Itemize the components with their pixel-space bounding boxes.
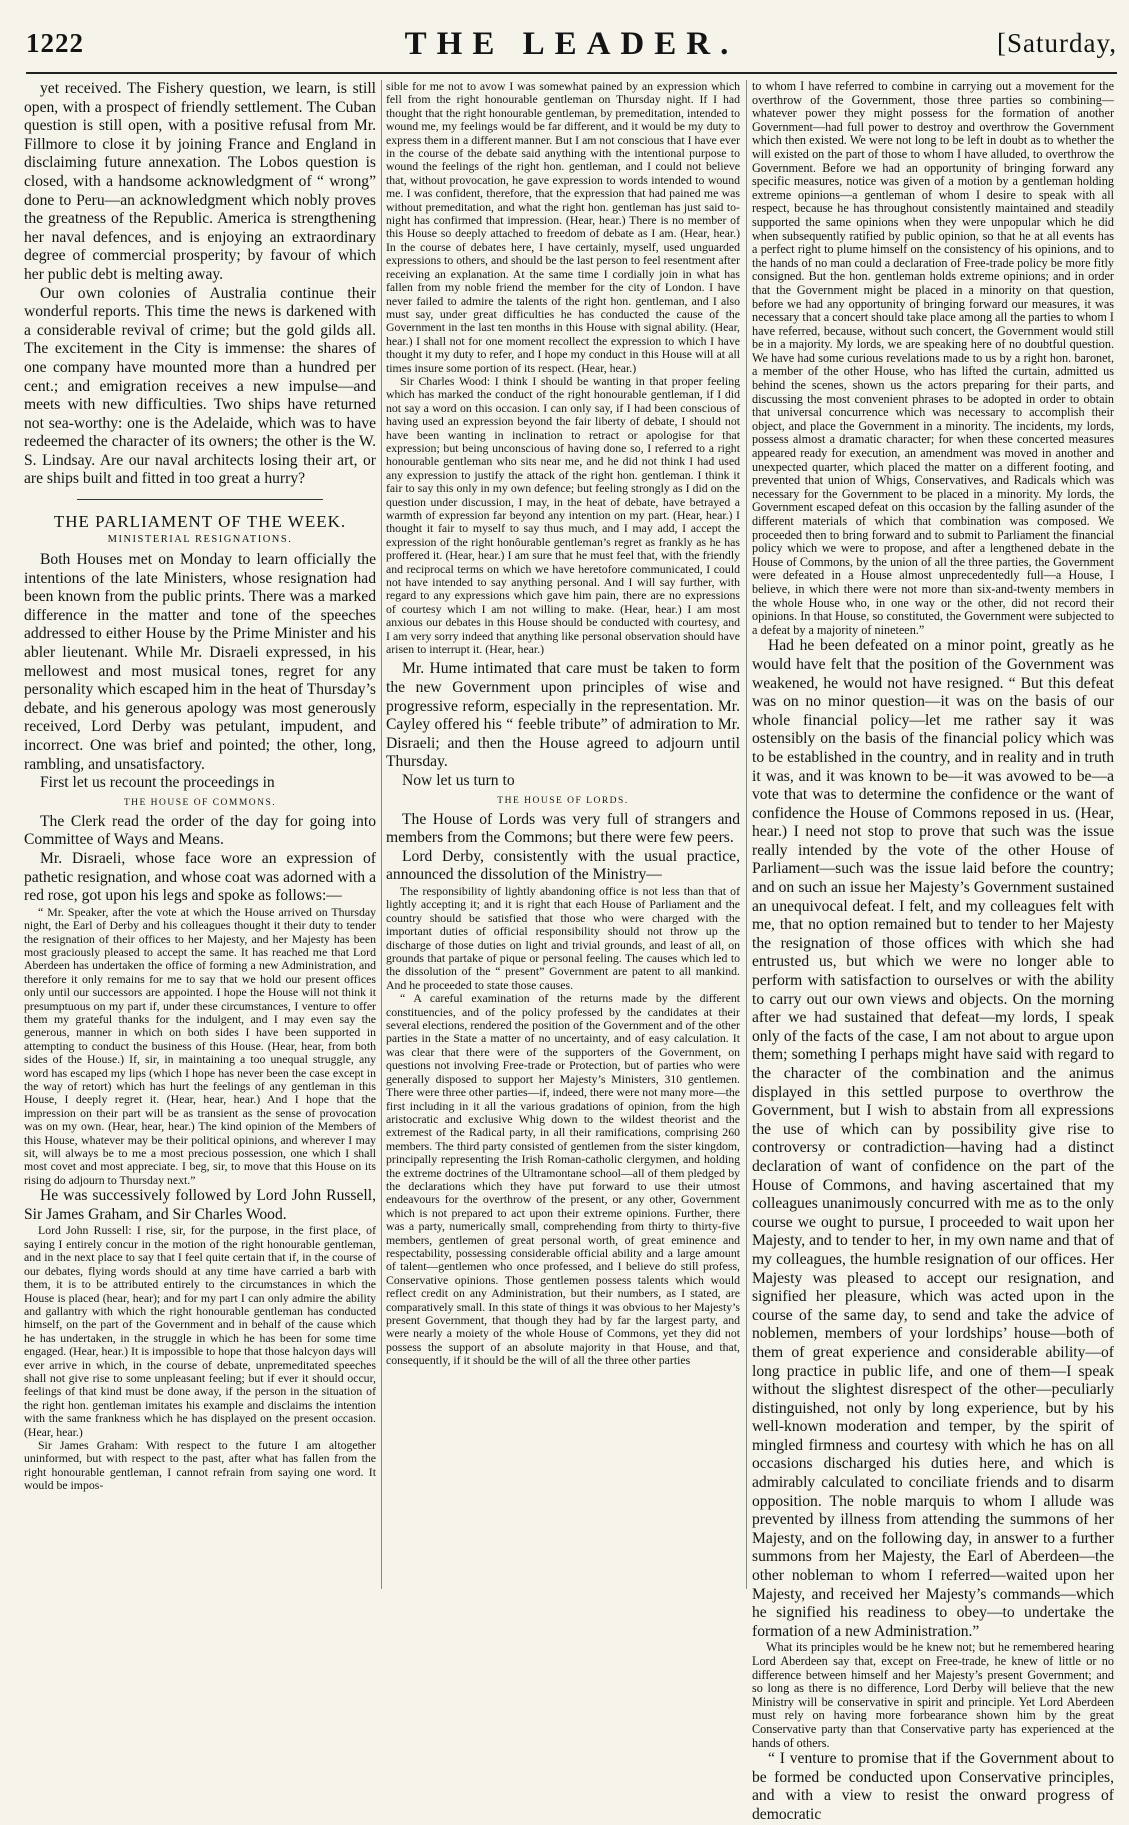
speech-paragraph: Lord John Russell: I rise, sir, for the purpose, in the first place, of saying I entirely concur in the motion of the right honourable gentleman, and in the next place to say that I feel quite certain that if, in the course of our debates, flying words should at any time have carried a barb with them, it is to be attributed entirely to the circumstances in which the House is placed (hear, hear); and for my part I can only admire the ability and gallantry with which the right honourable gentleman has conducted himself, on the part of the Government and in behalf of the cause which he has undertaken, in the struggle in which he has been for some time engaged. (Hear, hear.) It is impossible to hope that those halcyon days will ever arrive in which, in the course of debate, unpremeditated speeches shall not give rise to some unpleasant feeling; but if ever it should occur, feelings of that kind must be done away, if the person in the situation of the right hon. gentleman imitates his example and disclaims the intention with the same frankness which he has displayed on the present occasion. (Hear, hear.): [24, 1223, 376, 1439]
paragraph: Both Houses met on Monday to learn officially the intentions of the late Ministers, whose resignation had been known from the public prints. There was a marked difference in the matter and tone of the speeches addressed to either House by the Prime Minister and his abler lieutenant. While Mr. Disraeli expressed, in his mellowest and most musical tones, regret for any personality which escaped him in the heat of Thursday’s debate, and his generous apology was most generously received, Lord Derby was petulant, impudent, and incorrect. One was brief and pointed; the other, long, rambling, and unsatisfactory.: [24, 551, 376, 773]
paragraph: Lord Derby, consistently with the usual practice, announced the dissolution of the Ministry—: [386, 847, 740, 884]
column-1: [24, 80, 376, 1591]
paragraph: Now let us turn to: [402, 772, 515, 790]
speech-quote: “ A careful examination of the returns made by the different constituencies, and of the policy professed by the candidates at their several elections, rendered the position of the Government and of the other parties in the State a matter of no uncertainty, and of easy calculation. It was clear that there were of the supporters of the Government, on questions not involving Free-trade or Protection, but of parties who were generally disposed to support her Majesty’s Ministers, 310 gentlemen. There were three other parties—if, indeed, there were not many more—the first including in it all the various gradations of opinion, from the high aristocratic and exclusive Whig down to the wildest theorist and the extremest of the Radical party, in all their ramifications, comprising 260 members. The third party consisted of gentlemen from the sister kingdom, principally representing the Irish Roman-catholic clergymen, and holding the extreme doctrines of the Ultramontane school—all of them pledged by the declarations which they have put forward to use their utmost endeavours for the overthrow of the present, or any other, Government which is not prepared to act upon their extreme opinions. Further, there was a party, numerically small, comprehending from thirty to thirty-five members, gentlemen of great personal worth, of great eminence and respectability, possessing considerable official ability and a large amount of talent—gentlemen who once professed, and I believe do still profess, Conservative opinions. Those gentlemen possess talents which would reflect credit on any Administration, but their numbers, as I stated, are comparatively small. In this state of things it was obvious to her Majesty’s present Government, that though they had by far the largest party, and were nearly a moiety of the whole House of Commons, yet they did not possess the support of an absolute majority in that House, and that, consequently, if it should be the will of all the three other parties: [386, 991, 740, 1368]
column-divider: [746, 80, 747, 1589]
paragraph: Had he been defeated on a minor point, greatly as he would have felt that the position of the Government was weakened, he would not have resigned. “ But this defeat was on no minor question—it was on the basis of our whole financial policy—let me rather say it was ostensibly on the basis of the financial policy which was to be established in the country, and in reality and in truth it was, and it was known to be—it was avowed to be—a vote that was to determine the confidence or the want of confidence the House of Commons reposed in us. (Hear, hear.) I need not stop to prove that such was the issue really intended by the vote of the other House of Parliament—such was the issue laid before the country; and on such an issue her Majesty’s Government sustained an unequivocal defeat. I felt, and my colleagues felt with me, that no option remained but to tender to her Majesty the resignation of those offices with which she had entrusted us, but which we were no longer able to perform with satisfaction to ourselves or with the ability to carry out our own views and objects. On the morning after we had sustained that defeat—my lords, I speak only of the facts of the case, I am not about to argue upon them; something I perhaps might have said with regard to the character of the combination and the animus displayed in this settled purpose to overthrow the Government, but I wish to abstain from all expressions the use of which can by possibility give rise to controversy or contradiction—having had a distinct declaration of want of confidence on the part of the House of Commons, and having ascertained that my colleagues unanimously concurred with me as to the only course we ought to pursue, I proceeded to wait upon her Majesty, and to tender to her, in my own name and that of my colleagues, the humble resignation of our offices. Her Majesty was pleased to accept our resignation, and signified her pleasure, which was acted upon in the course of the same day, to send and take the advice of noblemen, members of your lordships’ house—both of them of great experience and considerable ability—of long practice in public life, and one of them—I speak without the slightest disrespect of the other—peculiarly distinguished, not only by long experience, but by his well-known moderation and temper, by the spirit of mingled firmness and courtesy with which he has on all occasions discharged his duties here, and which is admirably calculated to conciliate friends and to disarm opposition. The noble marquis to whom I allude was prevented by illness from attending the summons of her Majesty, and on the following day, in answer to a further summons from her Majesty, the Earl of Aberdeen—the other nobleman to whom I referred—waited upon her Majesty, and received her Majesty’s commands—which he signified his readiness to obey—to undertake the formation of a new Administration.”: [752, 637, 1114, 1640]
paragraph: Our own colonies of Australia continue their wonderful reports. This time the news is darkened with a considerable revival of crime; but the gold gilds all. The excitement in the City is immense: the shares of one company have mounted more than a hundred per cent.; and emigration receives a new impulse—and meets with new difficulties. Two ships have returned not sea-worthy: one is the Adelaide, which was to have redeemed the character of its owners; the other is the W. S. Lindsay. Are our naval architects losing their art, or are ships built and fitted in too great a hurry?: [24, 284, 376, 488]
speech-paragraph: What its principles would be he knew not; but he remembered hearing Lord Aberdeen say that, except on Free-trade, he knew of little or no difference between himself and her Majesty’s present Government; and so long as there is no difference, Lord Derby will believe that the new Ministry will be conservative in spirit and principle. Yet Lord Aberdeen must rely on having more forbearance shown him by the great Conservative party than that Conservative party has experienced at the hands of others.: [752, 1640, 1114, 1750]
issue-day: [Saturday,: [997, 28, 1117, 58]
column-3: [752, 79, 1114, 1823]
paragraph: “ I venture to promise that if the Government about to be formed be conducted upon Conservative principles, and with a view to resist the onward progress of democratic: [752, 1750, 1114, 1823]
speech-quote: “ Mr. Speaker, after the vote at which the House arrived on Thursday night, the Earl of Derby and his colleagues thought it their duty to tender the resignation of their offices to her Majesty, and her Majesty has been most graciously pleased to accept the same. It has reached me that Lord Aberdeen has undertaken the office of forming a new Administration, and therefore it only remains for me to say that we hold our present offices only until our successors are appointed. I hope the House will not think it presumptuous on my part if, under these circumstances, I venture to offer them my grateful thanks for the indulgent, and I may even say the generous, manner in which on both sides I have been supported in attempting to conduct the business of this House. (Hear, hear, from both sides of the House.) If, sir, in maintaining a too unequal struggle, any word has escaped my lips (which I hope has never been the case except in the way of retort) which has hurt the feelings of any gentleman in this House, I deeply regret it. (Hear, hear, hear.) And I hope that the impression on their part will be as transient as the sense of provocation was on my own. (Hear, hear, hear.) The kind opinion of the Members of this House, whatever may be their political opinions, and wherever I may sit, will always be to me a most precious possession, one which I shall most covet and most appreciate. I beg, sir, to move that this House on its rising do adjourn to Thursday next.”: [24, 904, 376, 1187]
paragraph: He was successively followed by Lord John Russell, Sir James Graham, and Sir Charles Wood.: [24, 1187, 376, 1223]
paragraph: The Clerk read the order of the day for going into Committee of Ways and Means.: [24, 812, 376, 849]
subheading-lords: THE HOUSE OF LORDS.: [497, 795, 629, 806]
paragraph: First let us recount the proceedings in: [40, 774, 275, 792]
speech-paragraph: The responsibility of lightly abandoning office is not less than that of lightly accepting it; and it is right that each House of Parliament and the country should be satisfied that those who were charged with the important duties of official responsibility should not throw up the discharge of those duties on light and trivial grounds, and least of all, on grounds that partake of pique or personal feeling. The causes which led to the dissolution of the “ present” Government are patent to all mankind. And he proceeded to state those causes.: [386, 884, 740, 992]
subheading-commons: THE HOUSE OF COMMONS.: [123, 797, 277, 808]
speech-paragraph: Sir James Graham: With respect to the future I am altogether uninformed, but with respect to the past, after what has fallen from the right honourable gentleman, I cannot refrain from saying one word. It would be impos-: [24, 1437, 376, 1493]
page-number: 1222: [26, 28, 84, 58]
paragraph: The House of Lords was very full of strangers and members from the Commons; but there were few peers.: [386, 810, 740, 847]
speech-paragraph: Sir Charles Wood: I think I should be wanting in that proper feeling which has marked the conduct of the right honourable gentleman, if I did not say a word on this occasion. I can only say, if I had been conscious of having used an expression beyond the fair liberty of debate, I should not have been wanting in inclination to retract or apologise for that expression; but being unconscious of having done so, I referred to a right honourable gentleman who sits near me, and he did not think I had used any expression to justify the attack of the right hon. gentleman. I think it fair to say this only in my own defence; but feeling strongly as I did on the question under discussion, I may, in the heat of debate, have betrayed a warmth of expression far beyond any intention on my part. (Hear, hear.) I thought it fair to myself to say thus much, and I may add, I accept the expression of the right honôurable gentleman’s regret as frankly as he has proffered it. (Hear, hear.) I am sure that he must feel that, with the friendly and reciprocal terms on which we have heretofore communicated, I could not have intended to say anything personal. And I will say further, with regard to any expressions which gave him pain, there are no expressions of courtesy which I am not willing to make. (Hear, hear.) I am most anxious our debates in this House should be conducted with courtesy, and I am very sorry indeed that anything like personal observation should have arisen to interrupt it. (Hear, hear.): [386, 373, 740, 657]
paragraph: yet received. The Fishery question, we learn, is still open, with a prospect of friendly settlement. The Cuban question is still open, with a positive refusal from Mr. Fillmore to close it by joining France and England in disclaiming future annexation. The Lobos question is closed, with a handsome acknowledgment of “ wrong” done to Peru—an acknowledgment which nobly proves the greatness of the Republic. America is strengthening her naval defences, and is enjoying an extraordinary degree of commercial prosperity; by favour of which her public debt is melting away.: [24, 80, 376, 283]
column-2: [386, 80, 740, 1591]
paragraph: Mr. Disraeli, whose face wore an expression of pathetic resignation, and whose coat was adorned with a red rose, got upon his legs and spoke as follows:—: [24, 849, 376, 905]
section-title: THE PARLIAMENT OF THE WEEK.: [53, 512, 347, 532]
masthead-rule: [26, 72, 1117, 74]
masthead: [26, 28, 1117, 72]
section-subtitle: MINISTERIAL RESIGNATIONS.: [107, 534, 293, 546]
speech-paragraph: sible for me not to avow I was somewhat pained by an expression which fell from the right honourable gentleman on Thursday night. If I had thought that the right honourable gentleman, by premeditation, intended to wound me, my feelings would be far different, and it would be my duty to express them in a different manner. But I am not conscious that I have ever in the course of the debate said anything with the intentional purpose to wound the feelings of the right hon. gentleman, and I could not believe that, without provocation, he gave expression to words intended to wound me. I was confident, therefore, that the expression that had pained me was without premeditation, and what the right hon. gentleman has just said to-night has confirmed that impression. (Hear, hear.) There is no member of this House so deeply attached to freedom of debate as I am. (Hear, hear.) In the course of debates here, I have certainly, myself, used unguarded expressions to others, and should be the last person to feel resentment after receiving an explanation. At the same time I cordially join in what has fallen from my noble friend the member for the city of London. I have never failed to admire the talents of the right hon. gentleman, and I also must say, under great difficulties he has conducted the cause of the Government in the last ten months in this House with signal ability. (Hear, hear.) I shall not for one moment recollect the expression to which I have thought it my duty to refer, and I hope my conduct in this House will at all times insure some portion of its respect. (Hear, hear.): [386, 79, 740, 375]
paragraph: Mr. Hume intimated that care must be taken to form the new Government upon principles of wise and progressive reform, especially in the representation. Mr. Cayley offered his “ feeble tribute” of admiration to Mr. Disraeli; and then the House agreed to adjourn until Thursday.: [386, 660, 740, 771]
newspaper-title: THE LEADER.: [404, 26, 739, 62]
section-divider: [77, 499, 323, 500]
column-divider: [381, 80, 382, 1589]
speech-paragraph: to whom I have referred to combine in carrying out a movement for the overthrow of the Government, those three parties so combining—whatever power they might possess for the formation of another Government—had full power to destroy and overthrow the Government which then existed. We were not long to be left in doubt as to whether the will existed on the part of those to whom I have alluded, to overthrow the Government. Before we had an opportunity of bringing forward any specific measures, notice was given of a motion by a gentleman holding extreme opinions—a gentleman of whom I desire to speak with all respect, because he has throughout consistently maintained and steadily supported the same opinions when they were unpopular which he did when subsequently ratified by public opinion, so that he at all events has a perfect right to plume himself on the consistency of his opinions, and to the hands of no man could a declaration of Free-trade policy be more fitly consigned. But the hon. gentleman holds extreme opinions; and in order that the Government might be placed in a minority on that question, before we had any opportunity of bringing forward our measures, it was necessary that a concert should take place among all the parties to whom I have referred, because, without such concert, the Government would still be in a majority. My lords, we are speaking here of no doubtful question. We have had some curious revelations made to us by a right hon. baronet, a member of the other House, who has lifted the curtain, admitted us behind the scenes, shown us the actors preparing for their parts, and discussing the most convenient phrases to be adopted in order to obtain that universal concurrence which was necessary to accomplish their object, and place the Government in a minority. The incidents, my lords, possess almost a dramatic character; for when these concerted measures appeared ready for execution, an amendment was moved in another and unexpected quarter, which placed the matter on a different footing, and prevented that union of Whigs, Conservatives, and Radicals which was necessary for the Government to be placed in a minority. My lords, the Government escaped defeat on this occasion by the falling asunder of the different materials of which that combination was composed. We proceeded then to bring forward and to submit to Parliament the financial policy which we were to propose, and after a lengthened debate in the House of Commons, by the union of all the three parties, the Government were defeated in a House almost unprecedentedly full—a House, I believe, in which there were not more than six-and-twenty members in the whole House who, in one way or the other, did not record their opinions. In that House, so constituted, the Government were subjected to a defeat by a majority of nineteen.”: [752, 79, 1114, 637]
